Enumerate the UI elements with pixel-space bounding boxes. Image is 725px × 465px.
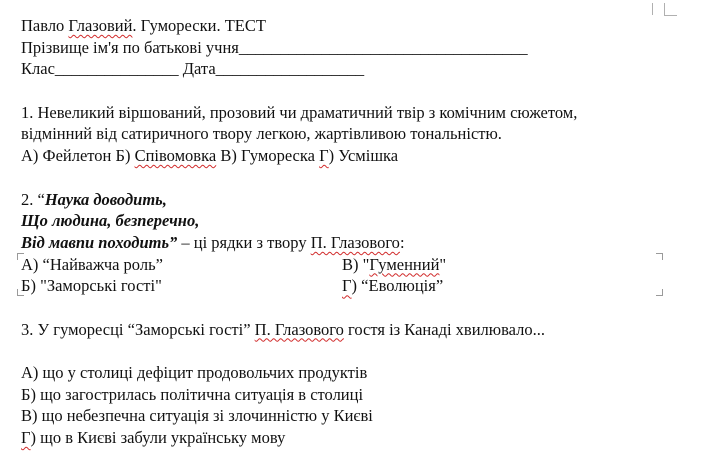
blank-line bbox=[21, 80, 711, 102]
blank-line bbox=[21, 297, 711, 319]
table-corner-mark bbox=[656, 253, 663, 260]
q2-verse3: Від мавпи походить” bbox=[21, 232, 178, 252]
table-corner-mark bbox=[656, 289, 663, 296]
q1-options bbox=[21, 145, 711, 167]
q2-options-row1 bbox=[21, 254, 711, 276]
q2-opt-g-letter: Г bbox=[342, 276, 352, 296]
q1-opt-c: В) Гумореска bbox=[216, 146, 320, 166]
q3-opt-v: В) що небезпечна ситуація зі злочинністю у Києві bbox=[21, 406, 373, 426]
q2-opt-g-rest: ) “Еволюція” bbox=[351, 276, 444, 296]
q1-opt-d: ) Усмішка bbox=[328, 146, 399, 166]
q2-opt-b: Б) "Заморські гості" bbox=[21, 276, 162, 296]
q2-opt-v-prefix: В) " bbox=[342, 254, 370, 274]
table-corner-mark bbox=[17, 253, 24, 260]
q1-text-line1: 1. Невеликий віршований, прозовий чи драматичний твір з комічним сюжетом, bbox=[21, 102, 578, 122]
q2-tail-author: П. Глазового bbox=[310, 232, 400, 252]
q2-verse1: Наука доводить, bbox=[44, 189, 167, 209]
q3-opt-b: Б) що загострилась політична ситуація в столиці bbox=[21, 384, 364, 404]
q1-opt-g-letter: Г bbox=[319, 146, 329, 166]
q2-verse-line2: Що людина, безперечно, bbox=[21, 211, 200, 231]
q1-opt-a: А) Фейлетон Б) bbox=[21, 146, 135, 166]
class-date-line: Клас_______________ Дата__________________ bbox=[21, 59, 365, 79]
title-author: Глазовий bbox=[68, 16, 133, 35]
q2-opt-v-word: Гуменний bbox=[369, 254, 440, 274]
document-page bbox=[21, 15, 711, 449]
blank-line bbox=[21, 340, 711, 362]
q3-opt-a: А) що у столиці дефіцит продовольчих продуктів bbox=[21, 363, 368, 382]
q1-text-line2: відмінний від сатиричного твору легкою, жартівливою тональністю. bbox=[21, 124, 502, 144]
title-prefix: Павло bbox=[21, 16, 69, 35]
q2-opt-v-suffix: " bbox=[439, 254, 447, 274]
q2-verse-line1 bbox=[21, 189, 711, 211]
q2-opt-a: А) “Найважча роль” bbox=[21, 254, 163, 274]
blank-line bbox=[21, 167, 711, 189]
q2-opt-g bbox=[342, 275, 443, 297]
q3-text bbox=[21, 319, 711, 341]
q2-tail-suffix: : bbox=[399, 232, 405, 252]
q3-opt-g-letter: Г bbox=[21, 428, 31, 448]
q2-verse-line3 bbox=[21, 232, 711, 254]
student-name-line: Прізвище ім'я по батькові учня___________________________________ bbox=[21, 37, 528, 57]
table-corner-mark bbox=[17, 289, 24, 296]
q3-prefix: 3. У гуморесці “Заморські гості” bbox=[21, 319, 255, 339]
q3-opt-g-rest: ) що в Києві забули українську мову bbox=[30, 428, 286, 448]
page-corner-mark bbox=[652, 3, 653, 15]
q3-suffix: гостя із Канаді хвилювало... bbox=[343, 319, 546, 339]
document-title bbox=[21, 15, 711, 37]
q3-author: П. Глазового bbox=[254, 319, 344, 339]
q2-number: 2. “ bbox=[21, 189, 45, 209]
q1-opt-b-word: Співомовка bbox=[134, 146, 217, 166]
q3-opt-g bbox=[21, 427, 711, 449]
title-suffix: . Гуморески. ТЕСТ bbox=[132, 16, 266, 35]
q2-opt-v bbox=[342, 254, 446, 276]
q2-tail-prefix: – ці рядки з твору bbox=[177, 232, 311, 252]
q2-options-row2 bbox=[21, 275, 711, 297]
